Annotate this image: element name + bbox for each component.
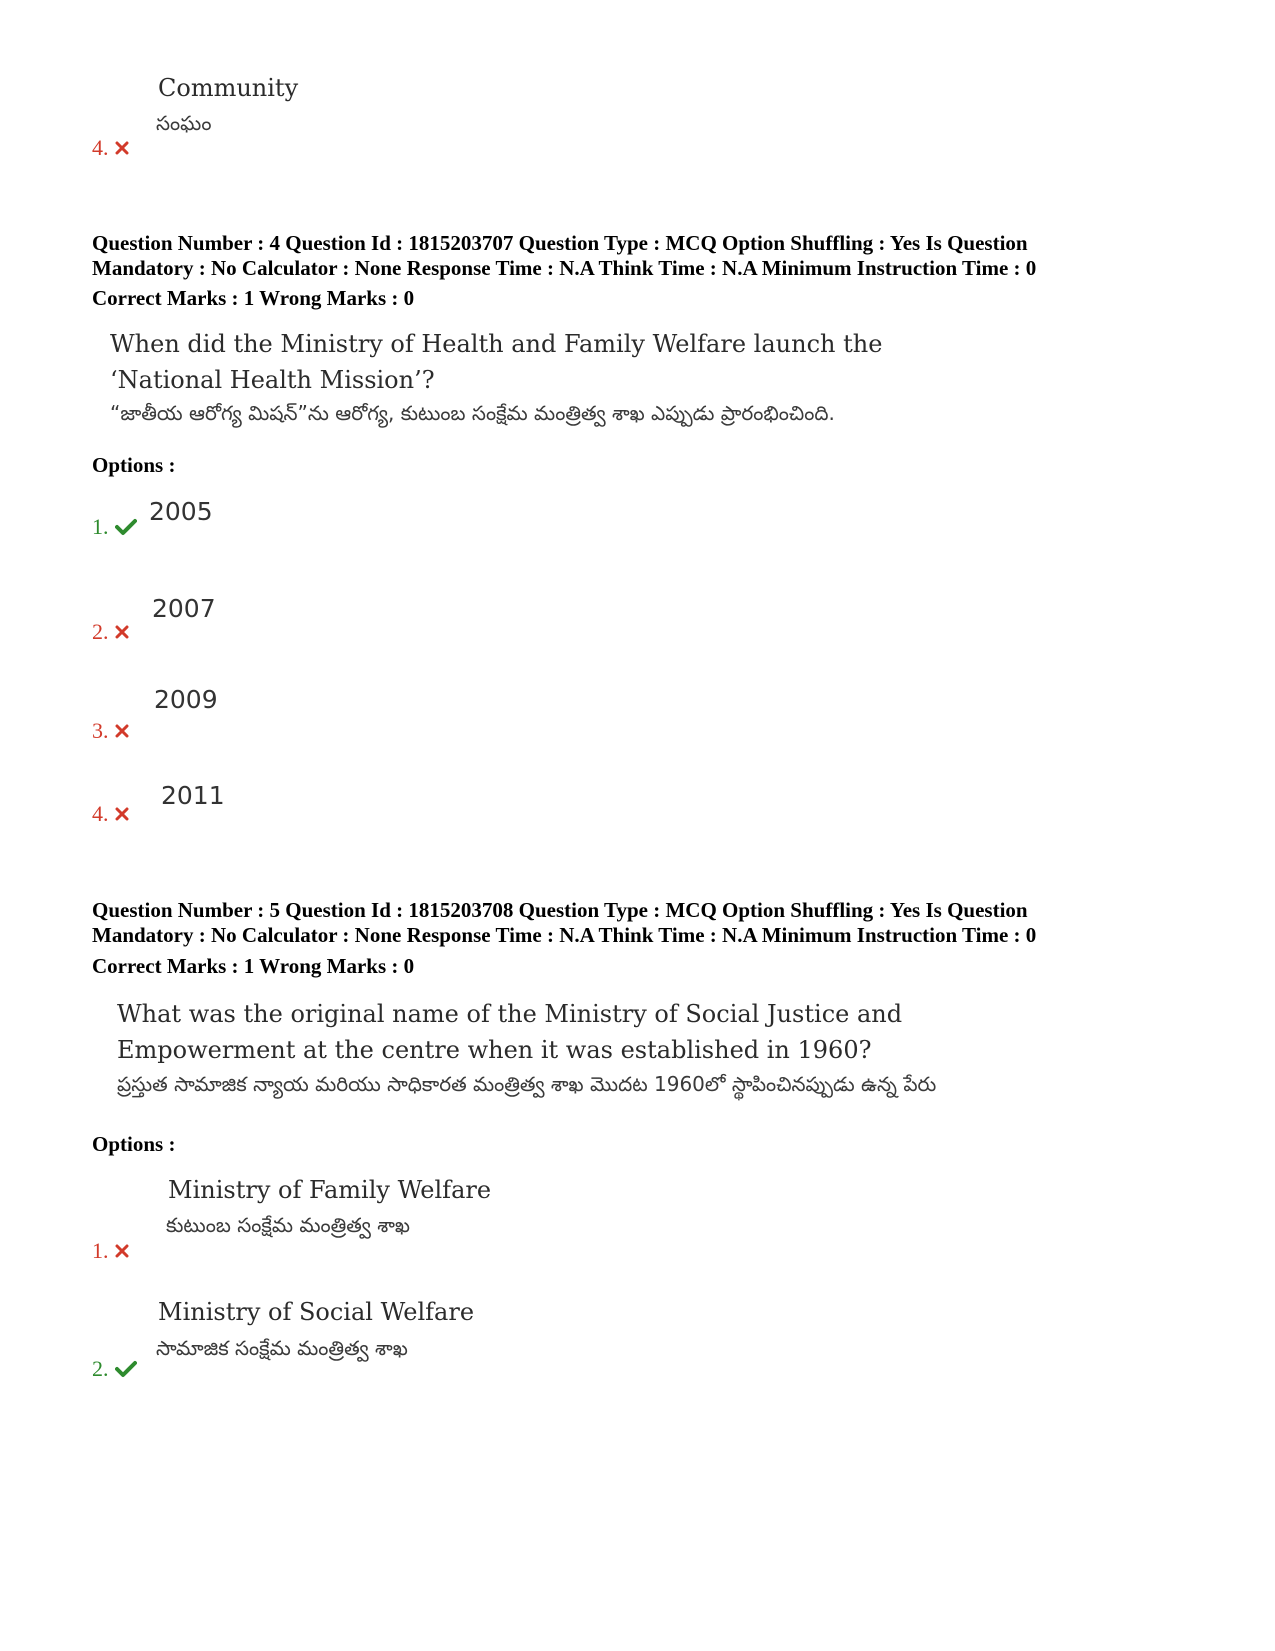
- question-meta-line-2: Mandatory : No Calculator : None Response Time : N.A Think Time : N.A Minimum Instruction Time : 0: [92, 923, 1037, 947]
- option-number-label: 4.: [92, 801, 109, 826]
- question-text-en-line-1: What was the original name of the Ministry of Social Justice and: [117, 1000, 903, 1028]
- option-text-en: Ministry of Social Welfare: [158, 1298, 475, 1326]
- option-number-4: [92, 135, 129, 161]
- question-marks: Correct Marks : 1 Wrong Marks : 0: [92, 286, 415, 310]
- option-number-1: [92, 514, 137, 540]
- cross-mark-icon: [115, 724, 129, 738]
- option-number-label: 1.: [92, 514, 109, 539]
- option-text: 2009: [154, 685, 218, 714]
- option-text-en: Ministry of Family Welfare: [168, 1176, 492, 1204]
- option-text-te: కుటుంబ సంక్షేమ మంత్రిత్వ శాఖ: [166, 1213, 411, 1237]
- option-number-label: 1.: [92, 1238, 109, 1263]
- option-number-3: [92, 718, 129, 744]
- option-number-2: [92, 619, 129, 645]
- option-number-label: 2.: [92, 1356, 109, 1381]
- options-label: Options :: [92, 1132, 176, 1156]
- cross-mark-icon: [115, 807, 129, 821]
- cross-mark-icon: [115, 625, 129, 639]
- options-label: Options :: [92, 453, 176, 477]
- option-text-en: Community: [158, 74, 299, 102]
- question-text-en-line-1: When did the Ministry of Health and Family Welfare launch the: [110, 330, 883, 358]
- question-marks: Correct Marks : 1 Wrong Marks : 0: [92, 954, 415, 978]
- question-text-en-line-2: ‘National Health Mission’?: [110, 366, 435, 394]
- question-text-te: “జాతీయ ఆరోగ్య మిషన్”ను ఆరోగ్య, కుటుంబ సంక్షేమ మంత్రిత్వ శాఖ ఎప్పుడు ప్రారంభించింది.: [110, 401, 835, 425]
- option-number-label: 4.: [92, 135, 109, 160]
- option-text: 2007: [152, 594, 216, 623]
- question-text-en-line-2: Empowerment at the centre when it was established in 1960?: [117, 1036, 872, 1064]
- check-mark-icon: [115, 518, 137, 536]
- question-meta-line-1: Question Number : 4 Question Id : 1815203707 Question Type : MCQ Option Shuffling : Yes Is Question: [92, 231, 1028, 255]
- option-number-label: 2.: [92, 619, 109, 644]
- question-meta-line-2: Mandatory : No Calculator : None Response Time : N.A Think Time : N.A Minimum Instruction Time : 0: [92, 256, 1037, 280]
- check-mark-icon: [115, 1360, 137, 1378]
- option-number-2: [92, 1356, 137, 1382]
- option-number-1: [92, 1238, 129, 1264]
- cross-mark-icon: [115, 1244, 129, 1258]
- option-number-4: [92, 801, 129, 827]
- question-text-te: ప్రస్తుత సామాజిక న్యాయ మరియు సాధికారత మంత్రిత్వ శాఖ మొదట 1960లో స్థాపించినప్పుడు ఉన్న పేరు: [117, 1072, 937, 1096]
- option-text: 2011: [161, 781, 225, 810]
- option-number-label: 3.: [92, 718, 109, 743]
- option-text-te: సామాజిక సంక్షేమ మంత్రిత్వ శాఖ: [156, 1336, 408, 1360]
- option-text-te: సంఘం: [156, 111, 212, 135]
- option-text: 2005: [149, 497, 213, 526]
- question-meta-line-1: Question Number : 5 Question Id : 1815203708 Question Type : MCQ Option Shuffling : Yes Is Question: [92, 898, 1028, 922]
- cross-mark-icon: [115, 141, 129, 155]
